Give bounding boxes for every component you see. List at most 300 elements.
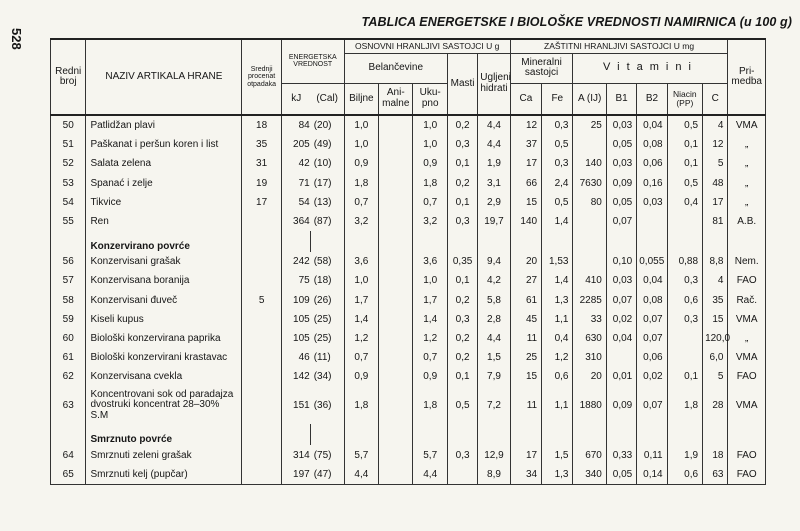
- row-vit-a: 630: [573, 329, 606, 348]
- row-vit-c: 63: [703, 465, 728, 485]
- row-primedba: „: [728, 193, 766, 212]
- row-vit-a: 140: [573, 154, 606, 173]
- row-biljne: 0,7: [344, 348, 378, 367]
- row-number: 55: [51, 212, 86, 231]
- row-ugljeni: 12,9: [478, 445, 510, 464]
- row-biljne: 1,0: [344, 115, 378, 135]
- row-primedba: VMA: [728, 348, 766, 367]
- header-niacin: Niacin (PP): [667, 83, 702, 115]
- row-otpadak: [242, 212, 281, 231]
- row-niacin: 0,6: [667, 465, 702, 485]
- row-kj: 205: [281, 135, 310, 154]
- row-ugljeni: 7,9: [478, 367, 510, 386]
- row-kj: 105: [281, 310, 310, 329]
- row-fe: 1,3: [542, 465, 573, 485]
- row-otpadak: 35: [242, 135, 281, 154]
- row-niacin: [667, 329, 702, 348]
- row-masti: 0,2: [447, 348, 477, 367]
- row-number: 65: [51, 465, 86, 485]
- row-name: Biološki konzervirana paprika: [86, 329, 242, 348]
- row-kj: 54: [281, 193, 310, 212]
- row-ukupno: 5,7: [413, 445, 447, 464]
- row-primedba: FAO: [728, 445, 766, 464]
- row-name: Biološki konzervirani krastavac: [86, 348, 242, 367]
- row-animalne: [379, 135, 413, 154]
- row-biljne: 0,7: [344, 193, 378, 212]
- header-biljne: Biljne: [344, 83, 378, 115]
- row-niacin: 0,3: [667, 310, 702, 329]
- row-ugljeni: 5,8: [478, 291, 510, 310]
- header-belancevine: Belančevine: [344, 53, 447, 83]
- row-ukupno: 1,8: [413, 174, 447, 193]
- row-ca: 17: [510, 154, 541, 173]
- row-ugljeni: 8,9: [478, 465, 510, 485]
- row-ugljeni: 19,7: [478, 212, 510, 231]
- row-biljne: 0,9: [344, 154, 378, 173]
- row-ukupno: 3,6: [413, 252, 447, 271]
- row-vit-a: 410: [573, 271, 606, 290]
- row-biljne: 0,9: [344, 367, 378, 386]
- row-vit-b1: 0,09: [606, 174, 636, 193]
- row-name: Kiseli kupus: [86, 310, 242, 329]
- row-kj: 109: [281, 291, 310, 310]
- row-biljne: 1,8: [344, 386, 378, 424]
- row-niacin: 0,1: [667, 367, 702, 386]
- row-biljne: 1,8: [344, 174, 378, 193]
- table-row: [51, 271, 766, 290]
- row-vit-b2: 0,08: [637, 291, 667, 310]
- row-vit-a: 340: [573, 465, 606, 485]
- row-vit-c: 81: [703, 212, 728, 231]
- row-primedba: Nem.: [728, 252, 766, 271]
- table-row: [51, 115, 766, 135]
- row-ca: 20: [510, 252, 541, 271]
- row-fe: 1,1: [542, 310, 573, 329]
- row-masti: 0,3: [447, 445, 477, 464]
- row-fe: 0,4: [542, 329, 573, 348]
- row-vit-b2: 0,14: [637, 465, 667, 485]
- row-primedba: „: [728, 154, 766, 173]
- row-vit-a: 670: [573, 445, 606, 464]
- row-masti: [447, 465, 477, 485]
- row-animalne: [379, 212, 413, 231]
- row-ca: 45: [510, 310, 541, 329]
- row-vit-b2: 0,11: [637, 445, 667, 464]
- row-vit-c: 12: [703, 135, 728, 154]
- row-name: Konzervisana boranija: [86, 271, 242, 290]
- header-ugljeni: Ugljeni hidrati: [478, 53, 510, 115]
- section-row: [51, 424, 766, 445]
- row-otpadak: [242, 348, 281, 367]
- row-vit-b1: 0,02: [606, 310, 636, 329]
- header-kj: kJ: [281, 83, 310, 115]
- row-fe: 0,3: [542, 115, 573, 135]
- row-cal: (87): [311, 212, 344, 231]
- row-fe: 1,53: [542, 252, 573, 271]
- row-otpadak: [242, 271, 281, 290]
- row-cal: (36): [311, 386, 344, 424]
- section-title: Konzervirano povrće: [86, 231, 242, 252]
- header-primedba: Pri-medba: [728, 39, 766, 115]
- row-vit-b1: 0,07: [606, 291, 636, 310]
- row-ugljeni: 2,9: [478, 193, 510, 212]
- row-number: 63: [51, 386, 86, 424]
- row-vit-b2: 0,08: [637, 135, 667, 154]
- row-otpadak: 19: [242, 174, 281, 193]
- row-ugljeni: 4,4: [478, 135, 510, 154]
- row-vit-b2: 0,055: [637, 252, 667, 271]
- row-vit-a: 7630: [573, 174, 606, 193]
- row-niacin: 0,1: [667, 154, 702, 173]
- row-fe: 0,5: [542, 135, 573, 154]
- row-vit-c: 15: [703, 310, 728, 329]
- row-name: Konzervisani grašak: [86, 252, 242, 271]
- row-vit-b1: 0,05: [606, 135, 636, 154]
- row-vit-c: 4: [703, 115, 728, 135]
- row-vit-c: 28: [703, 386, 728, 424]
- row-kj: 242: [281, 252, 310, 271]
- row-vit-b1: 0,01: [606, 367, 636, 386]
- row-animalne: [379, 386, 413, 424]
- nutrition-table: [50, 38, 766, 485]
- page-number: 528: [9, 28, 24, 50]
- row-ca: 12: [510, 115, 541, 135]
- row-vit-b2: 0,02: [637, 367, 667, 386]
- row-otpadak: 5: [242, 291, 281, 310]
- row-vit-b1: 0,03: [606, 115, 636, 135]
- row-otpadak: 18: [242, 115, 281, 135]
- row-vit-a: 25: [573, 115, 606, 135]
- row-niacin: 0,4: [667, 193, 702, 212]
- row-biljne: 1,7: [344, 291, 378, 310]
- row-fe: 0,6: [542, 367, 573, 386]
- row-ukupno: 1,0: [413, 115, 447, 135]
- row-animalne: [379, 367, 413, 386]
- row-animalne: [379, 310, 413, 329]
- row-kj: 151: [281, 386, 310, 424]
- row-ugljeni: 1,5: [478, 348, 510, 367]
- row-cal: (18): [311, 271, 344, 290]
- row-ugljeni: 4,4: [478, 329, 510, 348]
- row-animalne: [379, 291, 413, 310]
- row-vit-a: 80: [573, 193, 606, 212]
- row-ca: 34: [510, 465, 541, 485]
- row-otpadak: 31: [242, 154, 281, 173]
- row-vit-b1: 0,07: [606, 212, 636, 231]
- row-number: 50: [51, 115, 86, 135]
- row-vit-b1: 0,03: [606, 154, 636, 173]
- row-ukupno: 1,0: [413, 271, 447, 290]
- row-ukupno: 1,0: [413, 135, 447, 154]
- row-name: Smrznuti kelj (pupčar): [86, 465, 242, 485]
- row-biljne: 5,7: [344, 445, 378, 464]
- row-niacin: 1,8: [667, 386, 702, 424]
- row-masti: 0,1: [447, 271, 477, 290]
- row-masti: 0,3: [447, 310, 477, 329]
- row-kj: 42: [281, 154, 310, 173]
- header-vit-c: C: [703, 83, 728, 115]
- row-vit-b1: 0,04: [606, 329, 636, 348]
- row-vit-c: 18: [703, 445, 728, 464]
- row-animalne: [379, 271, 413, 290]
- header-vitamini: Vitamini: [573, 53, 728, 83]
- row-cal: (34): [311, 367, 344, 386]
- section-row: [51, 231, 766, 252]
- row-masti: 0,35: [447, 252, 477, 271]
- row-vit-b2: 0,16: [637, 174, 667, 193]
- row-number: 61: [51, 348, 86, 367]
- row-vit-b2: 0,06: [637, 154, 667, 173]
- row-niacin: 0,1: [667, 135, 702, 154]
- row-kj: 314: [281, 445, 310, 464]
- row-otpadak: [242, 386, 281, 424]
- row-primedba: VMA: [728, 115, 766, 135]
- row-otpadak: [242, 367, 281, 386]
- row-niacin: [667, 212, 702, 231]
- row-name: Salata zelena: [86, 154, 242, 173]
- row-name: Patlidžan plavi: [86, 115, 242, 135]
- row-ca: 15: [510, 367, 541, 386]
- table-row: [51, 367, 766, 386]
- row-vit-b1: 0,33: [606, 445, 636, 464]
- row-cal: (20): [311, 115, 344, 135]
- row-fe: 2,4: [542, 174, 573, 193]
- row-animalne: [379, 193, 413, 212]
- row-number: 52: [51, 154, 86, 173]
- row-ca: 17: [510, 445, 541, 464]
- row-biljne: 1,4: [344, 310, 378, 329]
- header-redni-broj: Redni broj: [51, 39, 86, 115]
- row-ca: 11: [510, 329, 541, 348]
- row-animalne: [379, 174, 413, 193]
- row-number: 59: [51, 310, 86, 329]
- row-number: 58: [51, 291, 86, 310]
- section-title: Smrznuto povrće: [86, 424, 242, 445]
- row-fe: 0,3: [542, 154, 573, 173]
- row-vit-b2: [637, 212, 667, 231]
- row-cal: (75): [311, 445, 344, 464]
- row-ca: 11: [510, 386, 541, 424]
- row-vit-a: 1880: [573, 386, 606, 424]
- header-cal: (Cal): [311, 83, 344, 115]
- row-number: 54: [51, 193, 86, 212]
- row-ca: 140: [510, 212, 541, 231]
- row-vit-b2: 0,07: [637, 310, 667, 329]
- row-vit-c: 17: [703, 193, 728, 212]
- row-ukupno: 1,4: [413, 310, 447, 329]
- row-vit-b1: 0,03: [606, 271, 636, 290]
- table-row: [51, 154, 766, 173]
- row-primedba: Rač.: [728, 291, 766, 310]
- row-animalne: [379, 348, 413, 367]
- row-animalne: [379, 252, 413, 271]
- table-row: [51, 386, 766, 424]
- row-masti: 0,3: [447, 135, 477, 154]
- row-vit-a: 33: [573, 310, 606, 329]
- table-row: [51, 445, 766, 464]
- row-masti: 0,1: [447, 193, 477, 212]
- row-vit-c: 120,0: [703, 329, 728, 348]
- row-vit-a: [573, 135, 606, 154]
- row-vit-a: [573, 252, 606, 271]
- row-fe: 1,2: [542, 348, 573, 367]
- row-name: Koncentrovani sok od paradajza dvostruki koncentrat 28–30% S.M: [86, 386, 242, 424]
- row-primedba: „: [728, 135, 766, 154]
- row-ugljeni: 3,1: [478, 174, 510, 193]
- row-kj: 71: [281, 174, 310, 193]
- row-niacin: 0,5: [667, 115, 702, 135]
- row-vit-b1: 0,05: [606, 193, 636, 212]
- row-niacin: 0,6: [667, 291, 702, 310]
- row-vit-c: 4: [703, 271, 728, 290]
- row-primedba: VMA: [728, 386, 766, 424]
- table-row: [51, 348, 766, 367]
- row-vit-c: 6,0: [703, 348, 728, 367]
- row-ukupno: 0,9: [413, 154, 447, 173]
- table-row: [51, 252, 766, 271]
- row-biljne: 1,2: [344, 329, 378, 348]
- row-vit-c: 48: [703, 174, 728, 193]
- row-cal: (11): [311, 348, 344, 367]
- table-row: [51, 212, 766, 231]
- row-ca: 66: [510, 174, 541, 193]
- row-masti: 0,1: [447, 154, 477, 173]
- row-primedba: FAO: [728, 271, 766, 290]
- row-fe: 1,5: [542, 445, 573, 464]
- row-ugljeni: 1,9: [478, 154, 510, 173]
- row-masti: 0,5: [447, 386, 477, 424]
- row-biljne: 3,6: [344, 252, 378, 271]
- row-number: 53: [51, 174, 86, 193]
- row-otpadak: 17: [242, 193, 281, 212]
- row-primedba: FAO: [728, 465, 766, 485]
- row-niacin: 0,88: [667, 252, 702, 271]
- row-fe: 0,5: [542, 193, 573, 212]
- row-vit-a: 310: [573, 348, 606, 367]
- row-ukupno: 1,7: [413, 291, 447, 310]
- row-primedba: A.B.: [728, 212, 766, 231]
- row-cal: (26): [311, 291, 344, 310]
- row-kj: 75: [281, 271, 310, 290]
- row-primedba: „: [728, 174, 766, 193]
- row-ca: 27: [510, 271, 541, 290]
- header-energetska: ENERGETSKA VREDNOST: [281, 39, 344, 83]
- row-vit-c: 35: [703, 291, 728, 310]
- row-kj: 84: [281, 115, 310, 135]
- row-ukupno: 1,2: [413, 329, 447, 348]
- row-vit-b2: 0,07: [637, 329, 667, 348]
- row-biljne: 1,0: [344, 135, 378, 154]
- row-niacin: 0,3: [667, 271, 702, 290]
- row-otpadak: [242, 465, 281, 485]
- row-ukupno: 0,7: [413, 193, 447, 212]
- row-primedba: „: [728, 329, 766, 348]
- page-title: TABLICA ENERGETSKE I BIOLOŠKE VREDNOSTI NAMIRNICA (u 100 g): [361, 15, 792, 29]
- row-ugljeni: 2,8: [478, 310, 510, 329]
- row-ukupno: 4,4: [413, 465, 447, 485]
- row-fe: 1,1: [542, 386, 573, 424]
- row-cal: (10): [311, 154, 344, 173]
- row-vit-b2: 0,07: [637, 386, 667, 424]
- row-vit-b2: 0,06: [637, 348, 667, 367]
- row-masti: 0,3: [447, 212, 477, 231]
- row-vit-a: [573, 212, 606, 231]
- row-number: 51: [51, 135, 86, 154]
- header-vit-b1: B1: [606, 83, 636, 115]
- table-row: [51, 329, 766, 348]
- row-number: 60: [51, 329, 86, 348]
- table-row: [51, 291, 766, 310]
- row-kj: 197: [281, 465, 310, 485]
- row-cal: (25): [311, 310, 344, 329]
- row-otpadak: [242, 445, 281, 464]
- row-biljne: 4,4: [344, 465, 378, 485]
- row-masti: 0,2: [447, 174, 477, 193]
- row-cal: (17): [311, 174, 344, 193]
- header-vit-b2: B2: [637, 83, 667, 115]
- header-osnovni: OSNOVNI HRANLJIVI SASTOJCI U g: [344, 39, 510, 53]
- row-animalne: [379, 329, 413, 348]
- row-number: 57: [51, 271, 86, 290]
- row-animalne: [379, 465, 413, 485]
- table-row: [51, 310, 766, 329]
- row-otpadak: [242, 329, 281, 348]
- row-name: Paškanat i peršun koren i list: [86, 135, 242, 154]
- row-kj: 364: [281, 212, 310, 231]
- row-ca: 61: [510, 291, 541, 310]
- row-kj: 142: [281, 367, 310, 386]
- row-vit-a: 20: [573, 367, 606, 386]
- header-mineralni: Mineralni sastojci: [510, 53, 573, 83]
- row-vit-b1: 0,09: [606, 386, 636, 424]
- row-vit-b2: 0,03: [637, 193, 667, 212]
- row-vit-b2: 0,04: [637, 271, 667, 290]
- row-vit-c: 8,8: [703, 252, 728, 271]
- row-vit-c: 5: [703, 367, 728, 386]
- row-ukupno: 3,2: [413, 212, 447, 231]
- row-vit-a: 2285: [573, 291, 606, 310]
- header-ca: Ca: [510, 83, 541, 115]
- header-ukupno: Uku-pno: [413, 83, 447, 115]
- row-name: Konzervisani đuveč: [86, 291, 242, 310]
- row-masti: 0,2: [447, 329, 477, 348]
- row-ca: 15: [510, 193, 541, 212]
- row-ukupno: 0,7: [413, 348, 447, 367]
- header-masti: Masti: [447, 53, 477, 115]
- row-primedba: FAO: [728, 367, 766, 386]
- row-niacin: 0,5: [667, 174, 702, 193]
- row-fe: 1,4: [542, 271, 573, 290]
- row-fe: 1,4: [542, 212, 573, 231]
- row-name: Ren: [86, 212, 242, 231]
- row-otpadak: [242, 252, 281, 271]
- header-vit-a: A (IJ): [573, 83, 606, 115]
- row-name: Konzervisana cvekla: [86, 367, 242, 386]
- row-ca: 25: [510, 348, 541, 367]
- header-fe: Fe: [542, 83, 573, 115]
- row-fe: 1,3: [542, 291, 573, 310]
- row-name: Spanać i zelje: [86, 174, 242, 193]
- row-cal: (47): [311, 465, 344, 485]
- row-animalne: [379, 115, 413, 135]
- table-row: [51, 465, 766, 485]
- row-vit-b1: 0,05: [606, 465, 636, 485]
- row-vit-c: 5: [703, 154, 728, 173]
- table-row: [51, 193, 766, 212]
- row-ugljeni: 4,4: [478, 115, 510, 135]
- row-biljne: 3,2: [344, 212, 378, 231]
- row-ugljeni: 9,4: [478, 252, 510, 271]
